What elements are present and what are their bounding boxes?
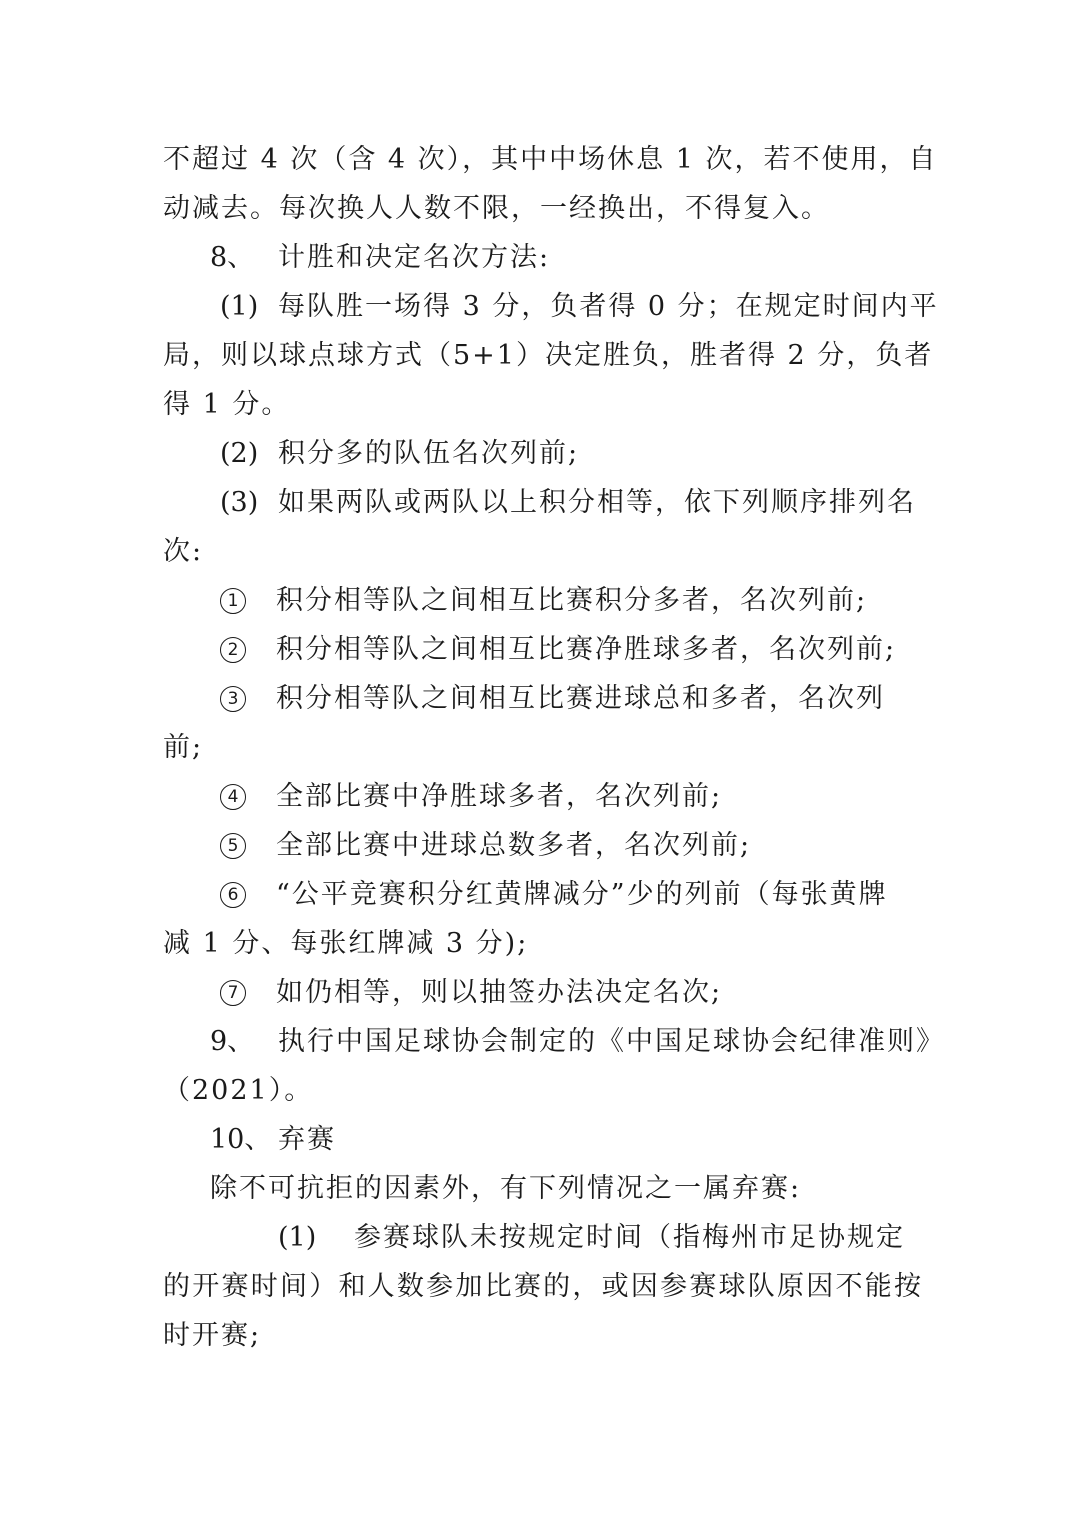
section-number: 9、	[210, 1026, 255, 1057]
section-title: 计胜和决定名次方法:	[278, 242, 551, 273]
circled-number: 3	[220, 686, 246, 712]
ranking-criterion-5	[220, 826, 923, 866]
section-heading-9	[210, 1022, 945, 1062]
criterion-text: “公平竞赛积分红黄牌减分”少的列前（每张黄牌	[276, 879, 888, 910]
rule-item-1	[220, 287, 939, 327]
ranking-criterion-6	[220, 875, 923, 915]
paragraph-line: 动减去。每次换人人数不限，一经换出，不得复入。	[163, 193, 830, 224]
paragraph-line: 时开赛;	[163, 1320, 262, 1351]
ranking-criterion-1	[220, 581, 923, 621]
paragraph-line: 局，则以球点球方式（5+1）决定胜负，胜者得 2 分，负者	[163, 340, 934, 371]
ranking-criterion-7	[220, 973, 923, 1013]
paragraph-line: 得 1 分。	[163, 389, 291, 420]
paragraph-line: 的开赛时间）和人数参加比赛的，或因参赛球队原因不能按	[163, 1271, 923, 1302]
paragraph-line: 除不可抗拒的因素外，有下列情况之一属弃赛:	[210, 1173, 802, 1204]
paragraph-line: （2021）。	[163, 1075, 314, 1106]
paragraph-line: 次:	[163, 536, 204, 567]
item-text: 参赛球队未按规定时间（指梅州市足协规定	[354, 1222, 905, 1253]
ranking-criterion-3	[220, 679, 923, 719]
ranking-criterion-4	[220, 777, 923, 817]
section-title: 弃赛	[278, 1124, 336, 1155]
circled-number: 4	[220, 784, 246, 810]
paragraph-line: 前;	[163, 732, 204, 763]
item-number: (2)	[220, 438, 259, 469]
item-number: (1)	[278, 1222, 317, 1253]
item-number: (3)	[220, 487, 259, 518]
criterion-text: 如仍相等，则以抽签办法决定名次;	[276, 977, 723, 1008]
section-heading-10	[210, 1120, 923, 1160]
section-number: 8、	[210, 242, 255, 273]
circled-number: 1	[220, 588, 246, 614]
criterion-text: 全部比赛中净胜球多者，名次列前;	[276, 781, 723, 812]
item-text: 每队胜一场得 3 分，负者得 0 分；在规定时间内平	[278, 291, 939, 322]
rule-item-2	[220, 434, 923, 474]
circled-number: 7	[220, 980, 246, 1006]
item-number: (1)	[220, 291, 259, 322]
item-text: 积分多的队伍名次列前;	[278, 438, 580, 469]
ranking-criterion-2	[220, 630, 923, 670]
criterion-text: 积分相等队之间相互比赛净胜球多者，名次列前;	[276, 634, 897, 665]
paragraph-line: 不超过 4 次（含 4 次），其中中场休息 1 次，若不使用，自	[163, 144, 938, 175]
section-heading-8	[210, 238, 923, 278]
criterion-text: 积分相等队之间相互比赛进球总和多者，名次列	[276, 683, 885, 714]
section-number: 10、	[210, 1124, 272, 1155]
forfeit-item-1	[278, 1218, 923, 1258]
section-title: 执行中国足球协会制定的《中国足球协会纪律准则》	[278, 1026, 945, 1057]
circled-number: 2	[220, 637, 246, 663]
paragraph-line: 减 1 分、每张红牌减 3 分);	[163, 928, 529, 959]
criterion-text: 积分相等队之间相互比赛积分多者，名次列前;	[276, 585, 868, 616]
circled-number: 5	[220, 833, 246, 859]
criterion-text: 全部比赛中进球总数多者，名次列前;	[276, 830, 752, 861]
item-text: 如果两队或两队以上积分相等，依下列顺序排列名	[278, 487, 916, 518]
rule-item-3	[220, 483, 923, 523]
circled-number: 6	[220, 882, 246, 908]
